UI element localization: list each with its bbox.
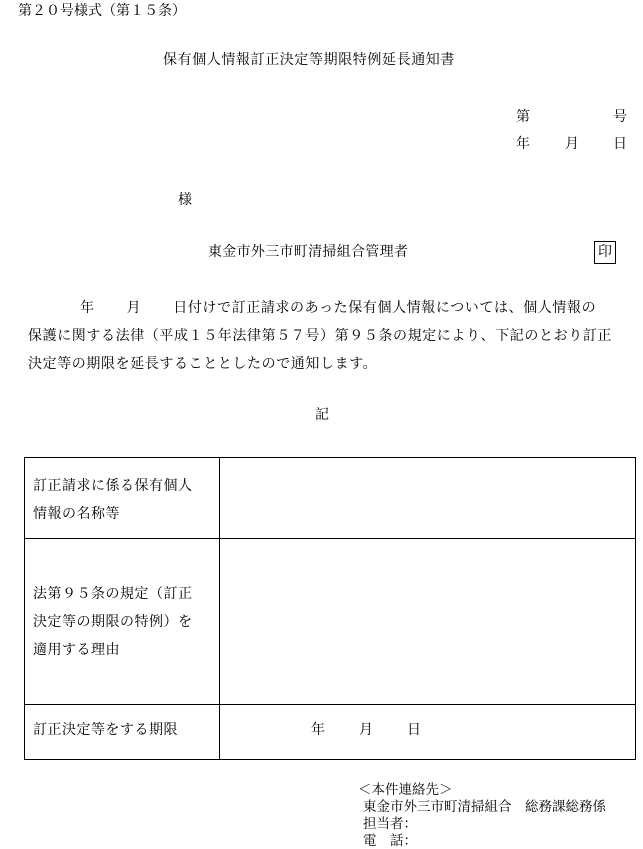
- deadline-month: 月: [359, 722, 374, 738]
- table-row-2-label: [33, 580, 193, 664]
- table-column-divider: [219, 458, 220, 759]
- doc-number-dai: 第: [516, 109, 530, 125]
- label-line: 情報の名称等: [33, 506, 120, 522]
- doc-number-go: 号: [613, 109, 627, 125]
- deadline-day: 日: [407, 722, 422, 738]
- body-month: 月: [126, 300, 142, 316]
- document-title: 保有個人情報訂正決定等期限特例延長通知書: [163, 52, 455, 68]
- seal-mark: 印: [594, 241, 616, 264]
- deadline-year: 年: [311, 722, 326, 738]
- date-day: 日: [613, 136, 627, 152]
- form-number: 第２０号様式（第１５条）: [18, 3, 186, 19]
- contact-org: 東金市外三市町清掃組合 総務課総務係: [363, 799, 606, 815]
- label-line: 訂正決定等をする期限: [33, 722, 178, 738]
- date-year: 年: [516, 136, 530, 152]
- contact-person: 担当者：: [363, 816, 417, 832]
- table-row-1-label: [33, 472, 193, 528]
- table-row-divider: [25, 538, 635, 539]
- label-line: 法第９５条の規定（訂正: [33, 586, 193, 602]
- contact-phone: 電 話：: [363, 833, 417, 849]
- body-line-2: 保護に関する法律（平成１５年法律第５７号）第９５条の規定により、下記のとおり訂正: [28, 328, 612, 344]
- body-line-1: [28, 294, 643, 322]
- detail-table: [24, 457, 636, 760]
- date-month: 月: [565, 136, 579, 152]
- label-line: 適用する理由: [33, 642, 120, 658]
- table-row-3-label: [33, 716, 178, 744]
- body-year: 年: [80, 300, 95, 316]
- body-line-1-text: 日付けで訂正請求のあった保有個人情報については、個人情報の: [173, 300, 597, 316]
- label-line: 訂正請求に係る保有個人: [33, 478, 193, 494]
- label-line: 決定等の期限の特例）を: [33, 614, 193, 630]
- ki-heading: 記: [315, 407, 329, 423]
- body-paragraph: [28, 294, 643, 378]
- issuer-name: 東金市外三市町清掃組合管理者: [208, 244, 409, 260]
- body-line-3: 決定等の期限を延長することとしたので通知します。: [28, 356, 378, 372]
- contact-heading: ＜本件連絡先＞: [358, 782, 453, 798]
- table-row-divider: [25, 704, 635, 705]
- addressee-suffix: 様: [178, 192, 192, 208]
